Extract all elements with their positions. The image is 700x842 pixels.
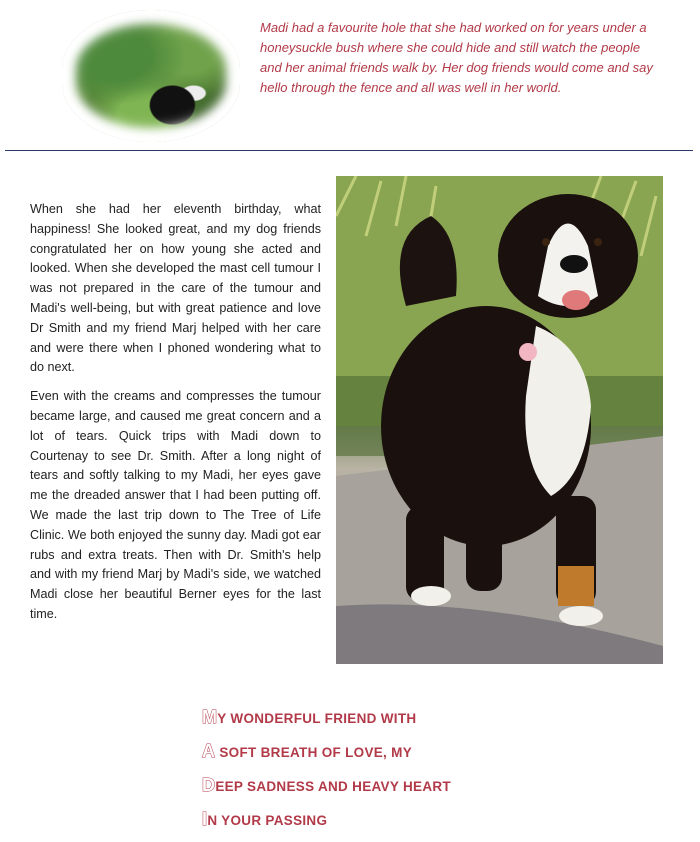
dog-leg-rust — [558, 566, 594, 606]
dog-nose — [560, 255, 588, 273]
section-divider — [5, 150, 693, 151]
poem-line-3 — [202, 774, 451, 808]
intro-paragraph: Madi had a favourite hole that she had worked on for years under a honeysuckle bush where she could hide and still watch the people and her animal friends walk by. Her dog friends would come and say hello through the fence and all was well in her world. — [260, 20, 653, 95]
poem-initial-1: M — [202, 707, 218, 727]
poem-line-1 — [202, 706, 451, 740]
honeysuckle-hiding-photo — [62, 10, 240, 142]
story-text — [30, 200, 321, 634]
dog-illustration — [336, 176, 663, 664]
bernese-dog-photo — [336, 176, 663, 664]
dog-leg-mid — [466, 516, 502, 591]
dog-tag — [519, 343, 537, 361]
poem-text-2: SOFT BREATH OF LOVE, MY — [215, 745, 413, 760]
dog-tongue — [562, 290, 590, 310]
poem-text-1: Y WONDERFUL FRIEND WITH — [217, 711, 417, 726]
poem — [202, 706, 451, 842]
dog-paw-left — [411, 586, 451, 606]
story-paragraph-1: When she had her eleventh birthday, what happiness! She looked great, and my dog friends congratulated her on how young she acted and looked. When she developed the mast cell tumour I was not prepared in the care of the tumour and Madi's well-being, but with great patience and love Dr Smith and my friend Marj helped with her care and were there when I phoned wondering what to do next. — [30, 202, 321, 375]
dog-eye-right — [594, 238, 602, 246]
poem-text-4: N YOUR PASSING — [207, 813, 328, 828]
poem-text-3: EEP SADNESS AND HEAVY HEART — [215, 779, 451, 794]
poem-initial-2: A — [202, 741, 216, 761]
photo-vignette — [62, 10, 240, 142]
poem-line-2 — [202, 740, 451, 774]
poem-initial-3: D — [202, 775, 216, 795]
poem-initial-4: I — [202, 809, 208, 829]
story-paragraph-2: Even with the creams and compresses the tumour became large, and caused me great concern and a lot of tears. Quick trips with Madi down to Courtenay to see Dr. Smith. After a long night of tears and softly talking to my Madi, her eyes gave me the dreaded answer that I had been putting off. We made the last trip down to The Tree of Life Clinic. We both enjoyed the sunny day. Madi got ear rubs and extra treats. Then with Dr. Smith's help and with my friend Marj by Madi's side, we watched Madi close her beautiful Berner eyes for the last time. — [30, 389, 321, 621]
poem-line-4 — [202, 808, 451, 842]
dog-eye-left — [542, 238, 550, 246]
dog-paw-right — [559, 606, 603, 626]
